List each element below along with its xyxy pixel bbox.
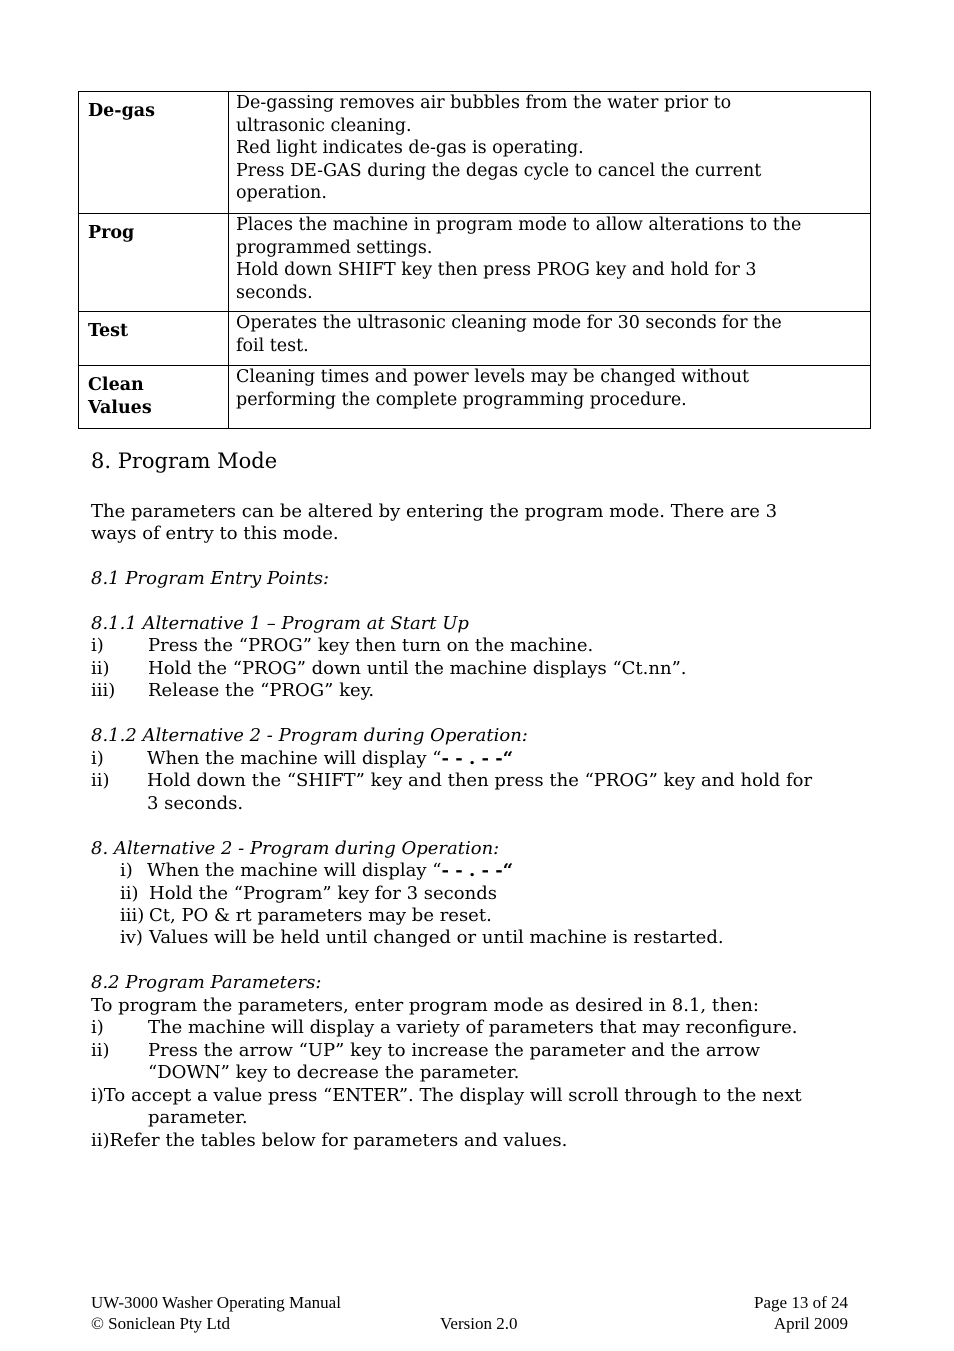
- paragraph: To program the parameters, enter program mode as desired in 8.1, then:: [91, 995, 759, 1016]
- table-row: [79, 312, 871, 366]
- row-key: [79, 366, 229, 429]
- list-item: Hold the “Program” key for 3 seconds: [149, 883, 497, 904]
- list-number: i): [91, 748, 104, 769]
- list-item: Press the arrow “UP” key to increase the parameter and the arrow: [148, 1040, 761, 1061]
- subsection-title: 8.2 Program Parameters:: [91, 972, 322, 993]
- list-item: [147, 748, 513, 770]
- list-number: iii): [120, 905, 145, 926]
- list-item: Values will be held until changed or until machine is restarted.: [149, 927, 724, 948]
- list-item: Ct, PO & rt parameters may be reset.: [149, 905, 492, 926]
- row-key-line: Clean: [88, 375, 144, 395]
- intro-line: The parameters can be altered by entering the program mode. There are 3: [91, 501, 778, 522]
- list-number: ii): [91, 1040, 110, 1061]
- display-value: - - . - -“: [441, 748, 514, 769]
- description-line: Red light indicates de-gas is operating.: [236, 138, 584, 158]
- row-key-line: Values: [88, 398, 152, 418]
- description-line: Cleaning times and power levels may be changed without: [236, 367, 750, 387]
- intro-line: ways of entry to this mode.: [91, 523, 339, 544]
- description-line: seconds.: [236, 282, 313, 303]
- list-item: [147, 860, 513, 882]
- list-number: ii): [91, 770, 110, 791]
- row-key: De-gas: [79, 92, 229, 214]
- list-item: Release the “PROG” key.: [148, 680, 375, 701]
- description-line: operation.: [236, 183, 327, 203]
- description-line: performing the complete programming procedure.: [236, 389, 687, 410]
- list-number: i): [91, 1017, 104, 1038]
- subsection-title: 8. Alternative 2 - Program during Operation:: [91, 838, 500, 859]
- list-item: The machine will display a variety of parameters that may reconfigure.: [148, 1017, 798, 1038]
- footer-date: April 2009: [773, 1314, 848, 1333]
- list-item: Hold the “PROG” down until the machine displays “Ct.nn”.: [148, 658, 687, 679]
- footer-version: Version 2.0: [440, 1314, 518, 1333]
- subsection-title: 8.1.2 Alternative 2 - Program during Operation:: [91, 725, 528, 746]
- row-key: Test: [79, 312, 229, 366]
- description-line: Operates the ultrasonic cleaning mode for 30 seconds for the: [236, 313, 782, 333]
- list-item: Press the “PROG” key then turn on the machine.: [148, 635, 594, 656]
- row-description: [229, 92, 871, 214]
- description-line: programmed settings.: [236, 237, 433, 258]
- list-item-continuation: “DOWN” key to decrease the parameter.: [148, 1062, 520, 1083]
- list-number: iii): [91, 680, 116, 701]
- footer-page-number: Page 13 of 24: [754, 1293, 848, 1312]
- list-item: Hold down the “SHIFT” key and then press the “PROG” key and hold for: [147, 770, 813, 791]
- list-number: ii): [91, 658, 110, 679]
- table-row: [79, 214, 871, 312]
- subsection-title: 8.1.1 Alternative 1 – Program at Start Up: [91, 613, 469, 634]
- list-number: ii): [120, 883, 139, 904]
- table-row: [79, 366, 871, 429]
- list-item: i)To accept a value press “ENTER”. The display will scroll through to the next: [91, 1085, 802, 1106]
- row-description: [229, 366, 871, 429]
- description-line: foil test.: [236, 335, 309, 356]
- function-table: [78, 91, 871, 429]
- display-value: - - . - -“: [441, 860, 514, 881]
- list-item-continuation: 3 seconds.: [147, 793, 244, 814]
- description-line: ultrasonic cleaning.: [236, 115, 412, 136]
- description-line: Press DE-GAS during the degas cycle to cancel the current: [236, 160, 762, 181]
- list-number: i): [120, 860, 133, 881]
- list-item-continuation: parameter.: [148, 1107, 248, 1128]
- footer-title: UW-3000 Washer Operating Manual: [91, 1293, 341, 1312]
- list-item: ii)Refer the tables below for parameters and values.: [91, 1130, 568, 1151]
- description-line: De-gassing removes air bubbles from the water prior to: [236, 93, 732, 113]
- list-number: iv): [120, 927, 143, 948]
- description-line: Hold down SHIFT key then press PROG key and hold for 3: [236, 260, 757, 280]
- footer-copyright: © Soniclean Pty Ltd: [91, 1314, 230, 1333]
- description-line: Places the machine in program mode to allow alterations to the: [236, 215, 802, 235]
- list-item-text: When the machine will display “: [147, 860, 442, 881]
- list-number: i): [91, 635, 104, 656]
- table-row: [79, 92, 871, 214]
- row-description: [229, 214, 871, 312]
- section-heading: 8. Program Mode: [91, 449, 278, 473]
- row-description: [229, 312, 871, 366]
- list-item-text: When the machine will display “: [147, 748, 442, 769]
- subsection-title: 8.1 Program Entry Points:: [91, 568, 330, 589]
- row-key: Prog: [79, 214, 229, 312]
